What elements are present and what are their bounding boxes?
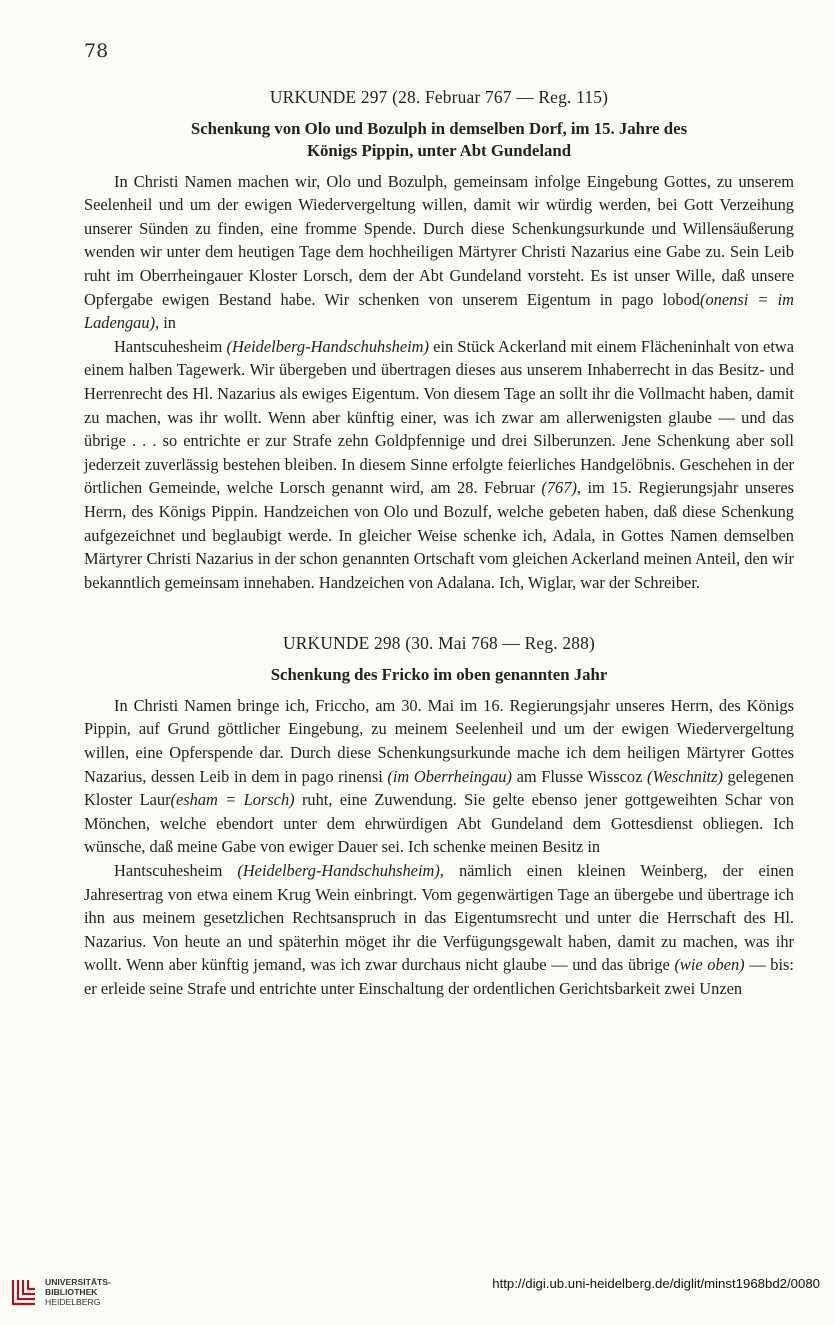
urkunde-298-paragraph-1 xyxy=(84,694,794,859)
library-logo[interactable] xyxy=(9,1274,111,1310)
italic-gloss: (onensi = im Ladengau) xyxy=(84,289,795,333)
footer xyxy=(0,1262,835,1325)
italic-gloss: (Heidelberg-Handschuhsheim) xyxy=(237,861,440,881)
urkunde-297-heading: URKUNDE 297 (28. Februar 767 — Reg. 115) xyxy=(269,87,609,107)
italic-gloss: (esham = Lorsch) xyxy=(170,790,295,810)
source-url-link[interactable]: http://digi.ub.uni-heidelberg.de/diglit/minst1968bd2/0080 xyxy=(492,1276,820,1291)
logo-strokes xyxy=(13,1280,35,1304)
text-run: — bis: er erleide seine Strafe und entrichte unter Einschaltung der ordentlichen Gerichtsbarkeit zwei Unzen xyxy=(84,955,794,998)
document-body xyxy=(84,86,794,1001)
logo-line2: BIBLIOTHEK xyxy=(45,1287,98,1297)
urkunde-297-paragraph-2 xyxy=(84,335,794,595)
italic-gloss: (767) xyxy=(541,478,577,498)
logo-line3: HEIDELBERG xyxy=(45,1297,101,1307)
urkunde-297-title xyxy=(84,118,794,162)
italic-gloss: (wie oben) xyxy=(674,955,745,975)
library-logo-icon xyxy=(9,1274,39,1310)
urkunde-297-title-line2: Königs Pippin, unter Abt Gundeland xyxy=(306,140,572,160)
text-run: In Christi Namen machen wir, Olo und Bozulph, gemeinsam infolge Eingebung Gottes, zu unserem Seelenheil und um der ewigen Wiedervergeltung willen, damit wir würdig werden, bei Gott Verzeihung unserer Sünden zu finden, eine fromme Spende. Durch diese Schenkungsurkunde und Willensäußerung wenden wir unter dem heutigen Tage dem hochheiligen Märtyrer Christi Nazarius eine Gabe zu. Sein Leib ruht im Oberrheingauer Kloster Lorsch, dem der Abt Gundeland vorsteht. Es ist unser Wille, daß unsere Opfergabe ewigen Bestand habe. Wir schenken von unserem Eigentum in pago lobod xyxy=(84,171,794,309)
text-run: , nämlich einen kleinen Weinberg, der einen Jahresertrag von etwa einem Krug Wein einbringt. Vom gegenwärtigen Tage an übergebe und übertrage ich ihn aus meinem gesetzlichen Rechtsanspruch in das Eigentumsrecht und unter die Herrschaft des Hl. Nazarius. Von heute an und späterhin möget ihr die Verfügungsgewalt haben, damit zu machen, was ihr wollt. Wenn aber künftig jemand, was ich zwar durchaus nicht glaube — und das übrige xyxy=(84,861,794,975)
text-run: In Christi Namen bringe ich, Friccho, am 30. Mai im 16. Regierungsjahr unseres Herrn, des Königs Pippin, auf Grund göttlicher Eingebung, zu meinem Seelenheil und um der ewigen Wiedervergeltung willen, eine Opferspende dar. Durch diese Schenkungsurkunde mache ich dem heiligen Märtyrer Gottes Nazarius, dessen Leib in dem in pago rinensi xyxy=(84,695,794,786)
library-logo-text xyxy=(45,1277,111,1307)
page-number: 78 xyxy=(84,40,109,62)
text-run: am Flusse Wisscoz xyxy=(511,766,648,786)
italic-gloss: (Weschnitz) xyxy=(647,766,723,786)
urkunde-298-paragraph-2 xyxy=(84,859,794,1001)
text-run: ruht, eine Zuwendung. Sie gelte ebenso jener gottgeweihten Schar von Mönchen, welche ebendort unter dem ehrwürdigen Abt Gundeland dem Gottesdienst obliegen. Ich wünsche, daß meine Gabe von ewiger Dauer sei. Ich schenke meinen Besitz in xyxy=(84,790,794,857)
logo-line1: UNIVERSITÄTS- xyxy=(45,1277,111,1287)
urkunde-297-title-line1: Schenkung von Olo und Bozulph in demselben Dorf, im 15. Jahre des xyxy=(190,118,688,138)
text-run: , im 15. Regierungsjahr unseres Herrn, des Königs Pippin. Handzeichen von Olo und Bozulf, welche gebeten haben, daß diese Schenkung aufgezeichnet und beglaubigt werde. In gleicher Weise schenke ich, Adala, in Gottes Namen demselben Märtyrer Christi Nazarius in der schon genannten Ortschaft vom gleichen Ackerland meinen Anteil, den wir bekanntlich gemeinsam innehaben. Handzeichen von Adalana. Ich, Wiglar, war der Schreiber. xyxy=(84,478,794,592)
urkunde-298-title: Schenkung des Fricko im oben genannten Jahr xyxy=(270,664,608,684)
urkunde-298-heading: URKUNDE 298 (30. Mai 768 — Reg. 288) xyxy=(283,633,595,654)
italic-gloss: (Heidelberg-Handschuhsheim) xyxy=(226,336,429,356)
text-run: gelegenen Kloster Laur xyxy=(84,766,794,810)
italic-gloss: (im Oberrheingau) xyxy=(387,766,512,786)
text-run: , in xyxy=(155,313,176,333)
text-run: Hantscuhesheim xyxy=(114,861,238,881)
text-run: Hantscuhesheim xyxy=(114,336,227,356)
text-run: ein Stück Ackerland mit einem Flächeninhalt von etwa einem halben Tagewerk. Wir übergeben und übertragen dieses aus unserem Inhaberrecht in das Besitz- und Herrenrecht des Hl. Nazarius als ewiges Eigentum. Von diesem Tage an sollt ihr die Vollmacht haben, damit zu machen, was ihr wollt. Wenn aber künftig einer, was ich zwar am allerwenigsten glaube — und das übrige . . . so entrichte er zur Strafe zehn Goldpfennige und drei Silberunzen. Jene Schenkung aber soll jederzeit zuverlässig bestehen bleiben. In diesem Sinne erfolgte feierliches Handgelöbnis. Geschehen in der örtlichen Gemeinde, welche Lorsch genannt wird, am 28. Februar xyxy=(84,336,794,498)
urkunde-297-paragraph-1 xyxy=(84,170,794,335)
